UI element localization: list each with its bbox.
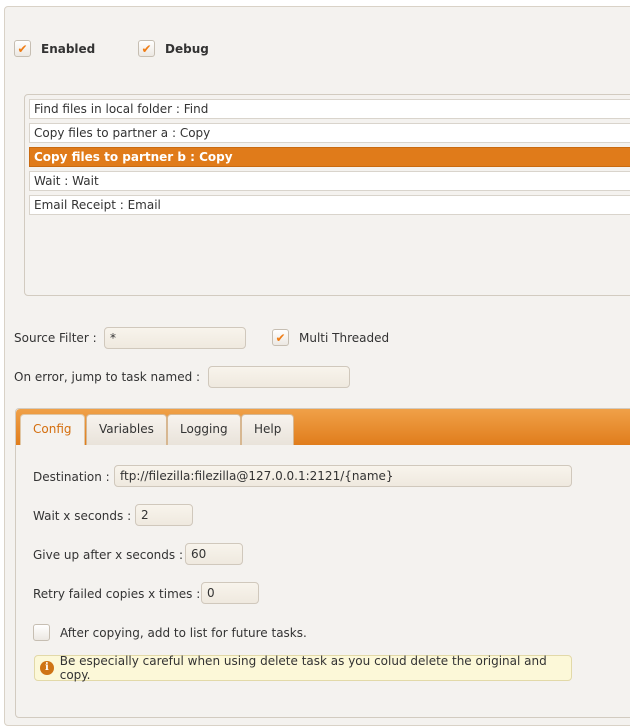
debug-label: Debug bbox=[165, 41, 209, 56]
give-up-label: Give up after x seconds : bbox=[33, 548, 183, 562]
warning-text: Be especially careful when using delete task as you colud delete the original and copy. bbox=[59, 654, 547, 682]
enabled-checkbox-row[interactable] bbox=[14, 40, 95, 57]
task-list bbox=[24, 94, 630, 296]
retry-label: Retry failed copies x times : bbox=[33, 587, 201, 601]
wait-input[interactable]: 2 bbox=[135, 504, 193, 526]
task-item-label: Email Receipt : Email bbox=[34, 198, 161, 212]
multi-threaded-label: Multi Threaded bbox=[299, 330, 390, 345]
task-item-label: Find files in local folder : Find bbox=[34, 102, 209, 116]
tab-strip bbox=[16, 409, 630, 445]
warning-box bbox=[34, 655, 572, 681]
task-item-email[interactable] bbox=[29, 195, 630, 215]
after-copy-row[interactable] bbox=[33, 624, 307, 641]
tab-label: Logging bbox=[180, 422, 228, 436]
on-error-input[interactable] bbox=[208, 366, 350, 388]
tab-variables[interactable] bbox=[86, 414, 167, 445]
multi-threaded-checkbox[interactable]: ✔ bbox=[272, 329, 289, 346]
tab-config[interactable] bbox=[20, 414, 85, 445]
task-item-find[interactable] bbox=[29, 99, 630, 119]
tab-label: Config bbox=[33, 422, 72, 436]
wait-label: Wait x seconds : bbox=[33, 509, 132, 523]
debug-checkbox[interactable]: ✔ bbox=[138, 40, 155, 57]
debug-checkbox-row[interactable] bbox=[138, 40, 209, 57]
after-copy-label: After copying, add to list for future tasks. bbox=[60, 625, 307, 640]
task-item-label: Copy files to partner a : Copy bbox=[34, 126, 211, 140]
info-icon: i bbox=[40, 661, 54, 675]
give-up-input[interactable]: 60 bbox=[185, 543, 243, 565]
tab-label: Help bbox=[254, 422, 282, 436]
task-item-copy-a[interactable] bbox=[29, 123, 630, 143]
on-error-label: On error, jump to task named : bbox=[14, 370, 201, 384]
source-filter-input[interactable]: * bbox=[104, 327, 246, 349]
destination-input[interactable]: ftp://filezilla:filezilla@127.0.0.1:2121/{name} bbox=[114, 465, 572, 487]
retry-input[interactable]: 0 bbox=[201, 582, 259, 604]
tab-label: Variables bbox=[99, 422, 154, 436]
destination-label: Destination : bbox=[33, 470, 110, 484]
enabled-label: Enabled bbox=[41, 41, 96, 56]
multi-threaded-row[interactable] bbox=[272, 329, 389, 346]
task-item-copy-b[interactable] bbox=[29, 147, 630, 167]
source-filter-label: Source Filter : bbox=[14, 331, 97, 345]
task-item-label: Copy files to partner b : Copy bbox=[34, 150, 233, 164]
task-config-panel bbox=[15, 408, 630, 718]
after-copy-checkbox[interactable] bbox=[33, 624, 50, 641]
task-item-label: Wait : Wait bbox=[34, 174, 99, 188]
enabled-checkbox[interactable]: ✔ bbox=[14, 40, 31, 57]
tab-help[interactable] bbox=[241, 414, 294, 445]
task-item-wait[interactable] bbox=[29, 171, 630, 191]
tab-logging[interactable] bbox=[167, 414, 241, 445]
